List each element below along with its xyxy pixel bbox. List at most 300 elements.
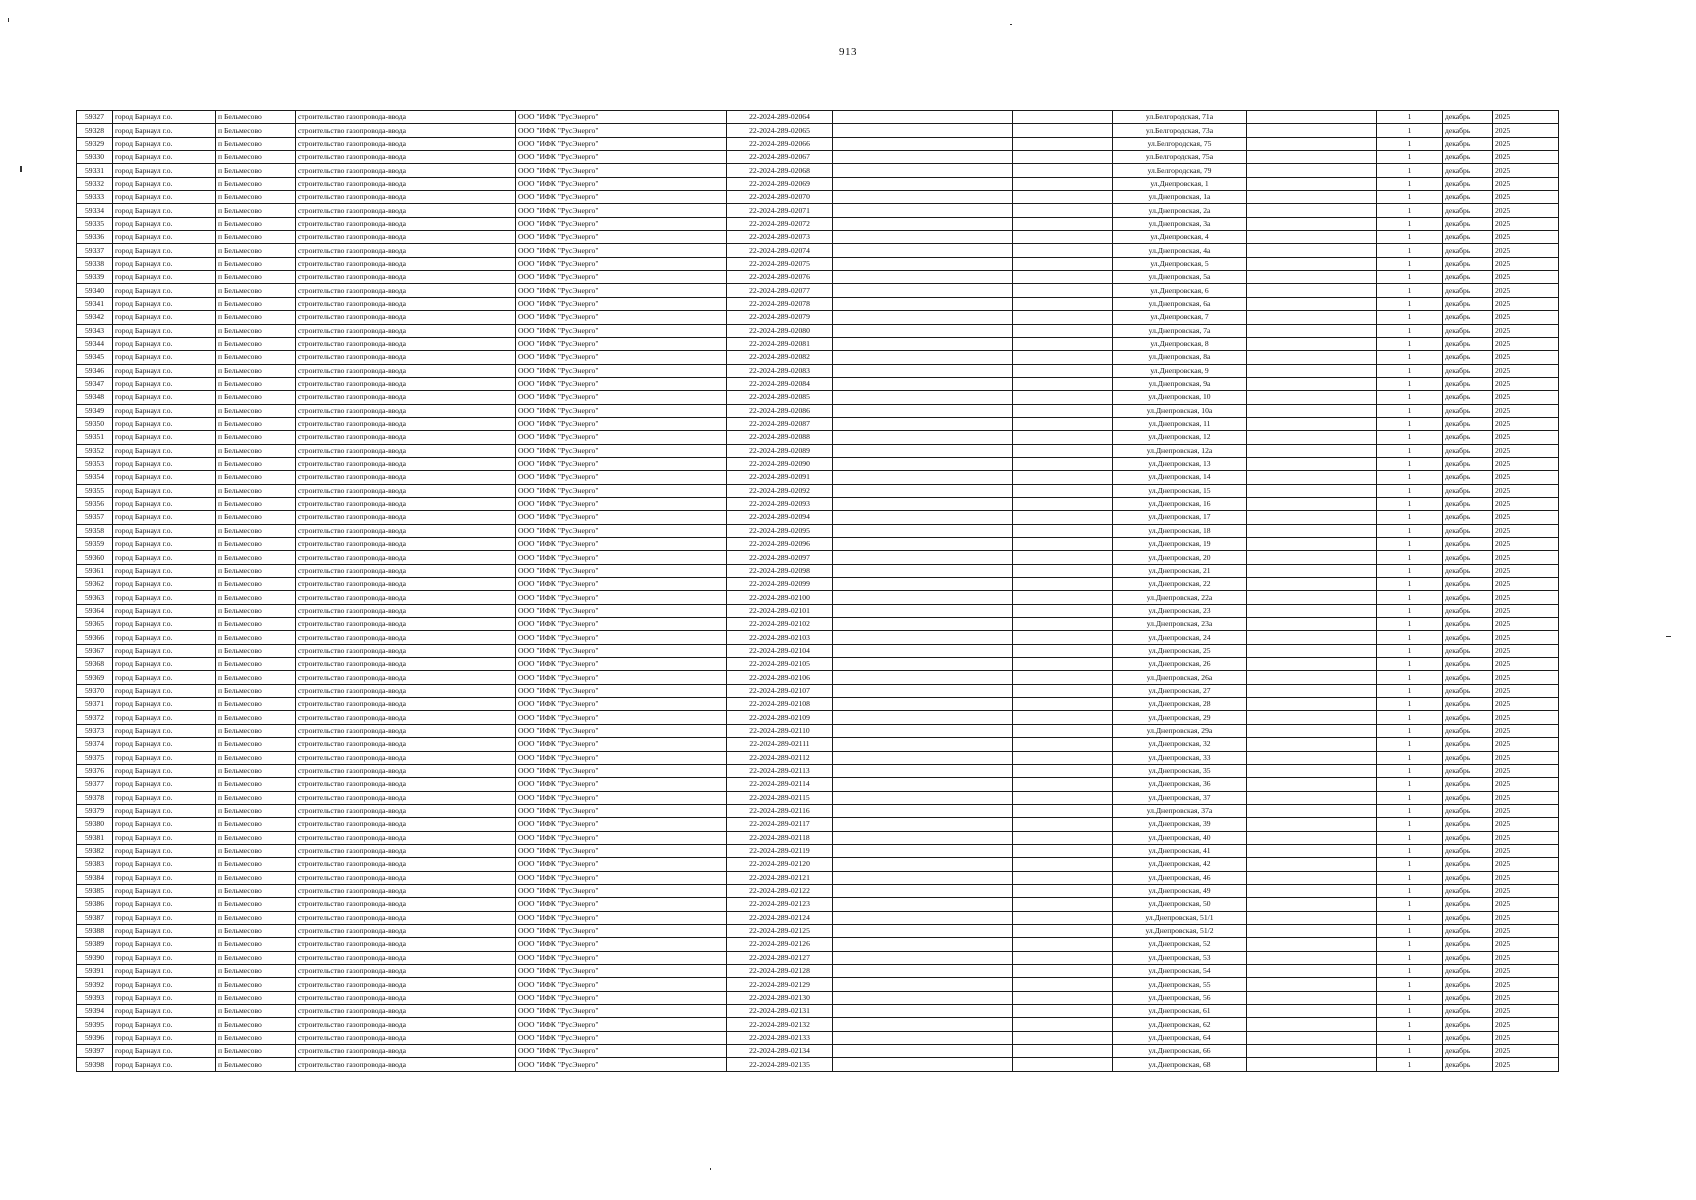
- blank-cell: [833, 217, 1013, 230]
- city-cell: город Барнаул г.о.: [113, 951, 216, 964]
- year-cell: 2025: [1493, 631, 1559, 644]
- blank-cell: [833, 391, 1013, 404]
- month-cell: декабрь: [1443, 618, 1493, 631]
- blank-cell: [1247, 337, 1377, 350]
- blank-cell: [1013, 1005, 1113, 1018]
- contractor-cell: ООО "ИФК "РусЭнерго": [516, 511, 727, 524]
- month-cell: декабрь: [1443, 978, 1493, 991]
- city-cell: город Барнаул г.о.: [113, 978, 216, 991]
- table-row: [77, 457, 1559, 470]
- year-cell: 2025: [1493, 591, 1559, 604]
- address-cell: ул.Днепровская, 25: [1113, 644, 1247, 657]
- locality-cell: п Бельмесово: [216, 417, 296, 430]
- month-cell: декабрь: [1443, 818, 1493, 831]
- city-cell: город Барнаул г.о.: [113, 578, 216, 591]
- year-cell: 2025: [1493, 204, 1559, 217]
- quantity-cell: 1: [1377, 1018, 1443, 1031]
- blank-cell: [833, 231, 1013, 244]
- table-row: [77, 231, 1559, 244]
- month-cell: декабрь: [1443, 538, 1493, 551]
- contractor-cell: ООО "ИФК "РусЭнерго": [516, 417, 727, 430]
- blank-cell: [833, 204, 1013, 217]
- blank-cell: [1013, 124, 1113, 137]
- city-cell: город Барнаул г.о.: [113, 564, 216, 577]
- locality-cell: п Бельмесово: [216, 791, 296, 804]
- blank-cell: [1247, 844, 1377, 857]
- work-type-cell: строительство газопровода-ввода: [296, 711, 516, 724]
- blank-cell: [833, 711, 1013, 724]
- table-row: [77, 1005, 1559, 1018]
- table-row: [77, 578, 1559, 591]
- blank-cell: [1247, 151, 1377, 164]
- row-number-cell: 59395: [77, 1018, 113, 1031]
- blank-cell: [833, 484, 1013, 497]
- table-row: [77, 297, 1559, 310]
- blank-cell: [1247, 417, 1377, 430]
- quantity-cell: 1: [1377, 538, 1443, 551]
- contract-number-cell: 22-2024-289-02120: [727, 858, 833, 871]
- row-number-cell: 59345: [77, 351, 113, 364]
- row-number-cell: 59339: [77, 271, 113, 284]
- blank-cell: [833, 951, 1013, 964]
- row-number-cell: 59389: [77, 938, 113, 951]
- city-cell: город Барнаул г.о.: [113, 551, 216, 564]
- blank-cell: [1013, 297, 1113, 310]
- blank-cell: [833, 884, 1013, 897]
- row-number-cell: 59331: [77, 164, 113, 177]
- blank-cell: [1247, 578, 1377, 591]
- blank-cell: [1013, 858, 1113, 871]
- month-cell: декабрь: [1443, 111, 1493, 124]
- blank-cell: [1013, 631, 1113, 644]
- locality-cell: п Бельмесово: [216, 538, 296, 551]
- work-type-cell: строительство газопровода-ввода: [296, 991, 516, 1004]
- address-cell: ул.Днепровская, 16: [1113, 497, 1247, 510]
- contract-number-cell: 22-2024-289-02092: [727, 484, 833, 497]
- city-cell: город Барнаул г.о.: [113, 858, 216, 871]
- locality-cell: п Бельмесово: [216, 631, 296, 644]
- year-cell: 2025: [1493, 804, 1559, 817]
- work-type-cell: строительство газопровода-ввода: [296, 818, 516, 831]
- blank-cell: [1013, 924, 1113, 937]
- city-cell: город Барнаул г.о.: [113, 431, 216, 444]
- contractor-cell: ООО "ИФК "РусЭнерго": [516, 578, 727, 591]
- month-cell: декабрь: [1443, 724, 1493, 737]
- work-type-cell: строительство газопровода-ввода: [296, 457, 516, 470]
- blank-cell: [1247, 471, 1377, 484]
- locality-cell: п Бельмесово: [216, 391, 296, 404]
- quantity-cell: 1: [1377, 618, 1443, 631]
- quantity-cell: 1: [1377, 791, 1443, 804]
- blank-cell: [1247, 938, 1377, 951]
- work-type-cell: строительство газопровода-ввода: [296, 351, 516, 364]
- city-cell: город Барнаул г.о.: [113, 524, 216, 537]
- locality-cell: п Бельмесово: [216, 804, 296, 817]
- blank-cell: [1247, 191, 1377, 204]
- address-cell: ул.Днепровская, 10: [1113, 391, 1247, 404]
- contractor-cell: ООО "ИФК "РусЭнерго": [516, 324, 727, 337]
- contract-number-cell: 22-2024-289-02119: [727, 844, 833, 857]
- city-cell: город Барнаул г.о.: [113, 497, 216, 510]
- locality-cell: п Бельмесово: [216, 271, 296, 284]
- month-cell: декабрь: [1443, 764, 1493, 777]
- quantity-cell: 1: [1377, 431, 1443, 444]
- quantity-cell: 1: [1377, 738, 1443, 751]
- contract-number-cell: 22-2024-289-02076: [727, 271, 833, 284]
- city-cell: город Барнаул г.о.: [113, 1031, 216, 1044]
- month-cell: декабрь: [1443, 1045, 1493, 1058]
- locality-cell: п Бельмесово: [216, 938, 296, 951]
- table-row: [77, 337, 1559, 350]
- blank-cell: [1247, 991, 1377, 1004]
- month-cell: декабрь: [1443, 684, 1493, 697]
- blank-cell: [833, 578, 1013, 591]
- contractor-cell: ООО "ИФК "РусЭнерго": [516, 778, 727, 791]
- contract-number-cell: 22-2024-289-02122: [727, 884, 833, 897]
- quantity-cell: 1: [1377, 551, 1443, 564]
- address-cell: ул.Днепровская, 19: [1113, 538, 1247, 551]
- quantity-cell: 1: [1377, 938, 1443, 951]
- month-cell: декабрь: [1443, 778, 1493, 791]
- table-row: [77, 951, 1559, 964]
- locality-cell: п Бельмесово: [216, 324, 296, 337]
- address-cell: ул.Днепровская, 36: [1113, 778, 1247, 791]
- contractor-cell: ООО "ИФК "РусЭнерго": [516, 524, 727, 537]
- quantity-cell: 1: [1377, 965, 1443, 978]
- contract-number-cell: 22-2024-289-02079: [727, 311, 833, 324]
- city-cell: город Барнаул г.о.: [113, 364, 216, 377]
- work-type-cell: строительство газопровода-ввода: [296, 204, 516, 217]
- contract-number-cell: 22-2024-289-02089: [727, 444, 833, 457]
- blank-cell: [833, 511, 1013, 524]
- work-type-cell: строительство газопровода-ввода: [296, 404, 516, 417]
- blank-cell: [1013, 778, 1113, 791]
- blank-cell: [1247, 924, 1377, 937]
- row-number-cell: 59338: [77, 257, 113, 270]
- row-number-cell: 59353: [77, 457, 113, 470]
- work-type-cell: строительство газопровода-ввода: [296, 111, 516, 124]
- contract-number-cell: 22-2024-289-02090: [727, 457, 833, 470]
- blank-cell: [1013, 271, 1113, 284]
- scan-speck: [1666, 636, 1671, 637]
- contract-number-cell: 22-2024-289-02128: [727, 965, 833, 978]
- work-type-cell: строительство газопровода-ввода: [296, 497, 516, 510]
- row-number-cell: 59358: [77, 524, 113, 537]
- table-row: [77, 204, 1559, 217]
- quantity-cell: 1: [1377, 951, 1443, 964]
- contract-number-cell: 22-2024-289-02105: [727, 658, 833, 671]
- blank-cell: [1013, 538, 1113, 551]
- address-cell: ул.Днепровская, 33: [1113, 751, 1247, 764]
- contractor-cell: ООО "ИФК "РусЭнерго": [516, 804, 727, 817]
- blank-cell: [1013, 1058, 1113, 1071]
- address-cell: ул.Днепровская, 61: [1113, 1005, 1247, 1018]
- contractor-cell: ООО "ИФК "РусЭнерго": [516, 831, 727, 844]
- year-cell: 2025: [1493, 644, 1559, 657]
- table-row: [77, 524, 1559, 537]
- contractor-cell: ООО "ИФК "РусЭнерго": [516, 311, 727, 324]
- work-type-cell: строительство газопровода-ввода: [296, 764, 516, 777]
- quantity-cell: 1: [1377, 858, 1443, 871]
- quantity-cell: 1: [1377, 404, 1443, 417]
- row-number-cell: 59371: [77, 698, 113, 711]
- year-cell: 2025: [1493, 137, 1559, 150]
- contract-number-cell: 22-2024-289-02135: [727, 1058, 833, 1071]
- locality-cell: п Бельмесово: [216, 124, 296, 137]
- row-number-cell: 59337: [77, 244, 113, 257]
- year-cell: 2025: [1493, 818, 1559, 831]
- blank-cell: [1013, 698, 1113, 711]
- year-cell: 2025: [1493, 1031, 1559, 1044]
- table-row: [77, 124, 1559, 137]
- table-row: [77, 1031, 1559, 1044]
- city-cell: город Барнаул г.о.: [113, 351, 216, 364]
- address-cell: ул.Днепровская, 5: [1113, 257, 1247, 270]
- blank-cell: [833, 684, 1013, 697]
- row-number-cell: 59336: [77, 231, 113, 244]
- blank-cell: [1013, 151, 1113, 164]
- contract-number-cell: 22-2024-289-02130: [727, 991, 833, 1004]
- work-type-cell: строительство газопровода-ввода: [296, 898, 516, 911]
- blank-cell: [1247, 524, 1377, 537]
- row-number-cell: 59344: [77, 337, 113, 350]
- year-cell: 2025: [1493, 738, 1559, 751]
- work-type-cell: строительство газопровода-ввода: [296, 137, 516, 150]
- contract-number-cell: 22-2024-289-02097: [727, 551, 833, 564]
- table-row: [77, 604, 1559, 617]
- contractor-cell: ООО "ИФК "РусЭнерго": [516, 564, 727, 577]
- row-number-cell: 59340: [77, 284, 113, 297]
- city-cell: город Барнаул г.о.: [113, 698, 216, 711]
- row-number-cell: 59342: [77, 311, 113, 324]
- contract-number-cell: 22-2024-289-02083: [727, 364, 833, 377]
- row-number-cell: 59355: [77, 484, 113, 497]
- address-cell: ул.Днепровская, 8: [1113, 337, 1247, 350]
- blank-cell: [1013, 831, 1113, 844]
- locality-cell: п Бельмесово: [216, 1045, 296, 1058]
- quantity-cell: 1: [1377, 164, 1443, 177]
- table-row: [77, 911, 1559, 924]
- month-cell: декабрь: [1443, 164, 1493, 177]
- year-cell: 2025: [1493, 391, 1559, 404]
- blank-cell: [833, 724, 1013, 737]
- month-cell: декабрь: [1443, 124, 1493, 137]
- quantity-cell: 1: [1377, 191, 1443, 204]
- blank-cell: [1247, 1058, 1377, 1071]
- locality-cell: п Бельмесово: [216, 858, 296, 871]
- address-cell: ул.Днепровская, 32: [1113, 738, 1247, 751]
- blank-cell: [1247, 631, 1377, 644]
- address-cell: ул.Днепровская, 7: [1113, 311, 1247, 324]
- locality-cell: п Бельмесово: [216, 604, 296, 617]
- contract-number-cell: 22-2024-289-02080: [727, 324, 833, 337]
- table-row: [77, 1045, 1559, 1058]
- blank-cell: [833, 698, 1013, 711]
- address-cell: ул.Днепровская, 18: [1113, 524, 1247, 537]
- address-cell: ул.Днепровская, 66: [1113, 1045, 1247, 1058]
- registry-table: [76, 110, 1559, 1072]
- row-number-cell: 59393: [77, 991, 113, 1004]
- locality-cell: п Бельмесово: [216, 724, 296, 737]
- blank-cell: [833, 497, 1013, 510]
- quantity-cell: 1: [1377, 818, 1443, 831]
- locality-cell: п Бельмесово: [216, 511, 296, 524]
- blank-cell: [1013, 284, 1113, 297]
- contractor-cell: ООО "ИФК "РусЭнерго": [516, 604, 727, 617]
- address-cell: ул.Днепровская, 14: [1113, 471, 1247, 484]
- locality-cell: п Бельмесово: [216, 137, 296, 150]
- year-cell: 2025: [1493, 898, 1559, 911]
- month-cell: декабрь: [1443, 364, 1493, 377]
- city-cell: город Барнаул г.о.: [113, 231, 216, 244]
- month-cell: декабрь: [1443, 631, 1493, 644]
- blank-cell: [833, 324, 1013, 337]
- year-cell: 2025: [1493, 764, 1559, 777]
- contract-number-cell: 22-2024-289-02094: [727, 511, 833, 524]
- locality-cell: п Бельмесово: [216, 364, 296, 377]
- row-number-cell: 59366: [77, 631, 113, 644]
- blank-cell: [1013, 257, 1113, 270]
- city-cell: город Барнаул г.о.: [113, 831, 216, 844]
- city-cell: город Барнаул г.о.: [113, 377, 216, 390]
- table-row: [77, 497, 1559, 510]
- blank-cell: [1247, 564, 1377, 577]
- blank-cell: [833, 244, 1013, 257]
- locality-cell: п Бельмесово: [216, 177, 296, 190]
- city-cell: город Барнаул г.о.: [113, 511, 216, 524]
- quantity-cell: 1: [1377, 377, 1443, 390]
- contract-number-cell: 22-2024-289-02117: [727, 818, 833, 831]
- locality-cell: п Бельмесово: [216, 871, 296, 884]
- blank-cell: [1247, 257, 1377, 270]
- contract-number-cell: 22-2024-289-02093: [727, 497, 833, 510]
- year-cell: 2025: [1493, 938, 1559, 951]
- year-cell: 2025: [1493, 337, 1559, 350]
- row-number-cell: 59363: [77, 591, 113, 604]
- table-row: [77, 151, 1559, 164]
- year-cell: 2025: [1493, 457, 1559, 470]
- contract-number-cell: 22-2024-289-02071: [727, 204, 833, 217]
- month-cell: декабрь: [1443, 137, 1493, 150]
- address-cell: ул.Днепровская, 1а: [1113, 191, 1247, 204]
- contractor-cell: ООО "ИФК "РусЭнерго": [516, 924, 727, 937]
- quantity-cell: 1: [1377, 391, 1443, 404]
- scan-speck: [710, 1168, 711, 1170]
- blank-cell: [1247, 297, 1377, 310]
- address-cell: ул.Днепровская, 4: [1113, 231, 1247, 244]
- work-type-cell: строительство газопровода-ввода: [296, 965, 516, 978]
- contractor-cell: ООО "ИФК "РусЭнерго": [516, 1058, 727, 1071]
- blank-cell: [1247, 457, 1377, 470]
- row-number-cell: 59376: [77, 764, 113, 777]
- month-cell: декабрь: [1443, 484, 1493, 497]
- contract-number-cell: 22-2024-289-02078: [727, 297, 833, 310]
- blank-cell: [1247, 137, 1377, 150]
- quantity-cell: 1: [1377, 511, 1443, 524]
- month-cell: декабрь: [1443, 591, 1493, 604]
- city-cell: город Барнаул г.о.: [113, 311, 216, 324]
- quantity-cell: 1: [1377, 644, 1443, 657]
- row-number-cell: 59349: [77, 404, 113, 417]
- blank-cell: [833, 831, 1013, 844]
- blank-cell: [1247, 351, 1377, 364]
- contractor-cell: ООО "ИФК "РусЭнерго": [516, 124, 727, 137]
- year-cell: 2025: [1493, 191, 1559, 204]
- quantity-cell: 1: [1377, 284, 1443, 297]
- contractor-cell: ООО "ИФК "РусЭнерго": [516, 951, 727, 964]
- row-number-cell: 59327: [77, 111, 113, 124]
- address-cell: ул.Белгородская, 79: [1113, 164, 1247, 177]
- blank-cell: [1013, 484, 1113, 497]
- locality-cell: п Бельмесово: [216, 778, 296, 791]
- table-row: [77, 778, 1559, 791]
- work-type-cell: строительство газопровода-ввода: [296, 164, 516, 177]
- row-number-cell: 59364: [77, 604, 113, 617]
- blank-cell: [833, 404, 1013, 417]
- locality-cell: п Бельмесово: [216, 738, 296, 751]
- month-cell: декабрь: [1443, 377, 1493, 390]
- city-cell: город Барнаул г.о.: [113, 244, 216, 257]
- month-cell: декабрь: [1443, 938, 1493, 951]
- contract-number-cell: 22-2024-289-02084: [727, 377, 833, 390]
- blank-cell: [833, 751, 1013, 764]
- blank-cell: [833, 591, 1013, 604]
- blank-cell: [833, 551, 1013, 564]
- locality-cell: п Бельмесово: [216, 164, 296, 177]
- blank-cell: [833, 738, 1013, 751]
- month-cell: декабрь: [1443, 858, 1493, 871]
- table-row: [77, 311, 1559, 324]
- contractor-cell: ООО "ИФК "РусЭнерго": [516, 1005, 727, 1018]
- quantity-cell: 1: [1377, 244, 1443, 257]
- month-cell: декабрь: [1443, 471, 1493, 484]
- table-row: [77, 137, 1559, 150]
- blank-cell: [1247, 124, 1377, 137]
- locality-cell: п Бельмесово: [216, 297, 296, 310]
- blank-cell: [1013, 671, 1113, 684]
- blank-cell: [1013, 711, 1113, 724]
- work-type-cell: строительство газопровода-ввода: [296, 417, 516, 430]
- year-cell: 2025: [1493, 951, 1559, 964]
- table-row: [77, 698, 1559, 711]
- contractor-cell: ООО "ИФК "РусЭнерго": [516, 911, 727, 924]
- month-cell: декабрь: [1443, 244, 1493, 257]
- city-cell: город Барнаул г.о.: [113, 738, 216, 751]
- contract-number-cell: 22-2024-289-02091: [727, 471, 833, 484]
- row-number-cell: 59394: [77, 1005, 113, 1018]
- city-cell: город Барнаул г.о.: [113, 1058, 216, 1071]
- table-row: [77, 511, 1559, 524]
- address-cell: ул.Днепровская, 52: [1113, 938, 1247, 951]
- blank-cell: [1013, 951, 1113, 964]
- row-number-cell: 59392: [77, 978, 113, 991]
- blank-cell: [1247, 591, 1377, 604]
- year-cell: 2025: [1493, 991, 1559, 1004]
- row-number-cell: 59362: [77, 578, 113, 591]
- blank-cell: [833, 1045, 1013, 1058]
- blank-cell: [833, 364, 1013, 377]
- locality-cell: п Бельмесово: [216, 217, 296, 230]
- row-number-cell: 59354: [77, 471, 113, 484]
- blank-cell: [1247, 738, 1377, 751]
- city-cell: город Барнаул г.о.: [113, 591, 216, 604]
- table-row: [77, 404, 1559, 417]
- table-row: [77, 351, 1559, 364]
- row-number-cell: 59330: [77, 151, 113, 164]
- blank-cell: [1013, 377, 1113, 390]
- blank-cell: [1247, 818, 1377, 831]
- blank-cell: [1247, 324, 1377, 337]
